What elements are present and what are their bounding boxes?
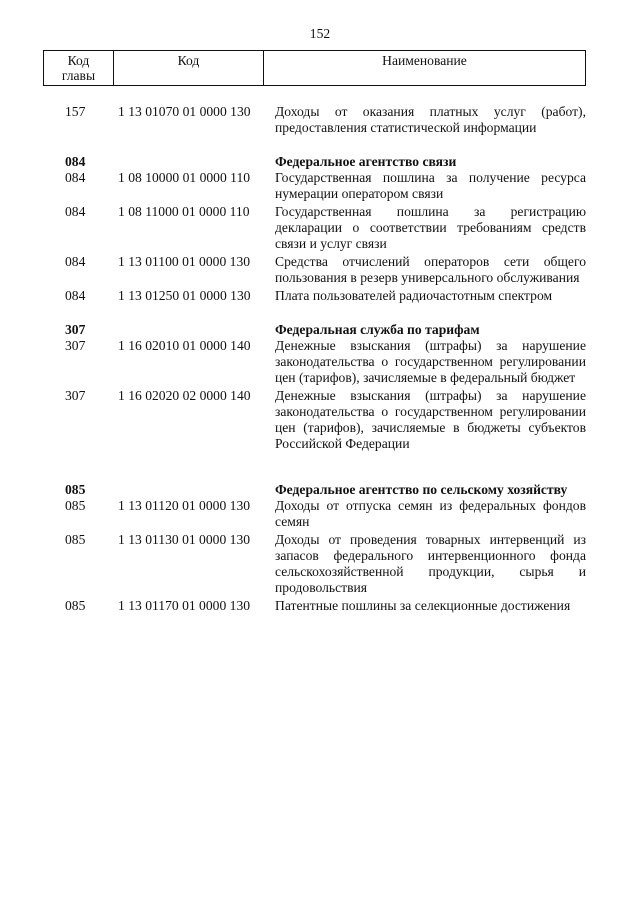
- agency-heading-row: [0, 322, 640, 338]
- chapter-code: 085: [65, 498, 86, 513]
- row-name: Доходы от отпуска семян из федеральных фондов семян: [275, 498, 586, 529]
- budget-code: 1 13 01130 01 0000 130: [118, 532, 251, 547]
- chapter-code: 084: [65, 254, 86, 269]
- budget-code: 1 13 01170 01 0000 130: [118, 598, 251, 613]
- chapter-code: 085: [65, 482, 86, 497]
- header-name: Наименование: [382, 53, 467, 68]
- table-row: [0, 338, 640, 386]
- budget-code: 1 13 01120 01 0000 130: [118, 498, 251, 513]
- agency-heading: Федеральное агентство по сельскому хозяйству: [275, 482, 568, 497]
- budget-code: 1 13 01250 01 0000 130: [118, 288, 251, 303]
- table-header: [43, 50, 586, 86]
- row-name: Денежные взыскания (штрафы) за нарушение законодательства о государственном регулировании цен (тарифов), зачисляемые в бюджеты субъектов Российской Федерации: [275, 388, 586, 451]
- agency-heading: Федеральное агентство связи: [275, 154, 457, 169]
- budget-code: 1 13 01100 01 0000 130: [118, 254, 251, 269]
- row-name: Государственная пошлина за получение ресурса нумерации оператором связи: [275, 170, 586, 201]
- table-row: [0, 532, 640, 596]
- agency-heading: Федеральная служба по тарифам: [275, 322, 480, 337]
- row-name: Доходы от оказания платных услуг (работ), предоставления статистической информации: [275, 104, 586, 135]
- row-name: Патентные пошлины за селекционные достижения: [275, 598, 571, 613]
- table-row: [0, 254, 640, 286]
- chapter-code: 307: [65, 338, 86, 353]
- table-body: [0, 104, 640, 614]
- table-row: [0, 598, 640, 614]
- budget-code: 1 13 01070 01 0000 130: [118, 104, 251, 119]
- chapter-code: 157: [65, 104, 86, 119]
- budget-code: 1 16 02020 02 0000 140: [118, 388, 251, 403]
- table-row: [0, 288, 640, 304]
- header-chapter-code: [44, 51, 114, 85]
- chapter-code: 084: [65, 204, 86, 219]
- row-name: Доходы от проведения товарных интервенций из запасов федерального интервенционного фонда сельскохозяйственной продукции, сырья и продовольствия: [275, 532, 586, 595]
- chapter-code: 085: [65, 532, 86, 547]
- row-name: Денежные взыскания (штрафы) за нарушение законодательства о государственном регулировании цен (тарифов), зачисляемые в федеральный бюджет: [275, 338, 586, 385]
- agency-heading-row: [0, 482, 640, 498]
- chapter-code: 085: [65, 598, 86, 613]
- chapter-code: 084: [65, 170, 86, 185]
- table-row: [0, 104, 640, 136]
- budget-code: 1 16 02010 01 0000 140: [118, 338, 251, 353]
- chapter-code: 307: [65, 388, 86, 403]
- header-chapter-code-line1: Код: [67, 53, 90, 68]
- chapter-code: 084: [65, 288, 86, 303]
- row-name: Плата пользователей радиочастотным спектром: [275, 288, 553, 303]
- budget-code: 1 08 11000 01 0000 110: [118, 204, 250, 219]
- table-row: [0, 388, 640, 452]
- header-code: Код: [114, 51, 264, 85]
- budget-code: 1 08 10000 01 0000 110: [118, 170, 251, 185]
- table-row: [0, 170, 640, 202]
- row-name: Средства отчислений операторов сети общего пользования в резерв универсального обслуживания: [275, 254, 586, 285]
- header-chapter-code-line2: главы: [61, 68, 96, 83]
- chapter-code: 307: [65, 322, 86, 337]
- chapter-code: 084: [65, 154, 86, 169]
- table-row: [0, 498, 640, 530]
- table-row: [0, 204, 640, 252]
- page-number: 152: [309, 26, 331, 41]
- row-name: Государственная пошлина за регистрацию декларации о соответствии требованиям средств связи и услуг связи: [275, 204, 586, 251]
- agency-heading-row: [0, 154, 640, 170]
